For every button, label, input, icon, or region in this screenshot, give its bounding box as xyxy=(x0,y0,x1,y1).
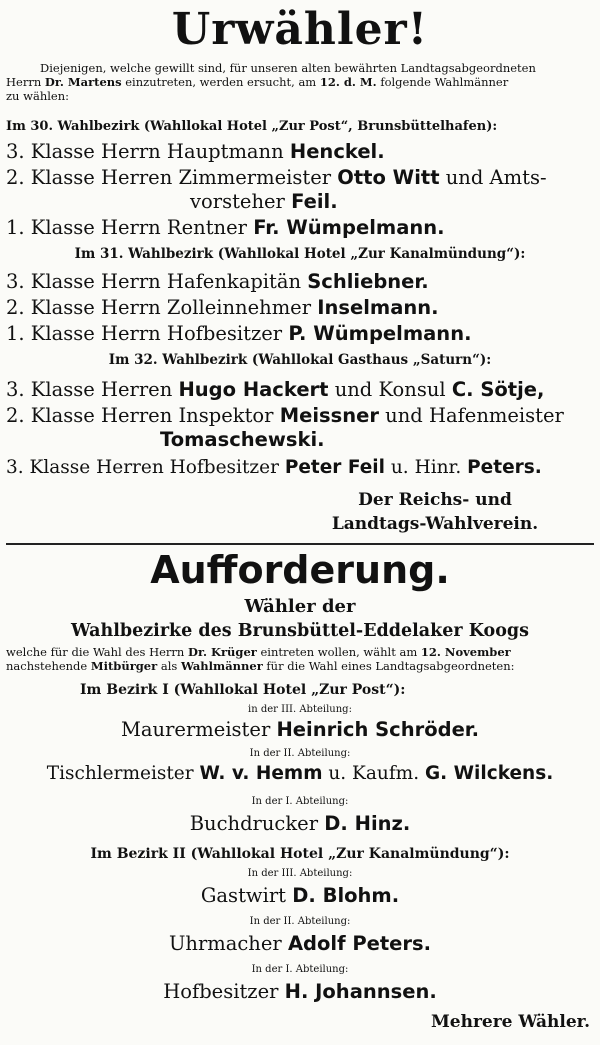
bezirk-2-elector-2 xyxy=(0,932,600,955)
title-text: vorsteher xyxy=(190,190,285,213)
elector-name: G. Wilckens. xyxy=(424,763,554,784)
bezirk-2-division-3: In der III. Abteilung: xyxy=(247,868,353,879)
bezirk-1-division-3: in der III. Abteilung: xyxy=(248,704,352,715)
profession: Tischlermeister xyxy=(46,763,194,784)
intro-text-bold: Wahlmänner xyxy=(180,659,263,673)
district-31-heading: Im 31. Wahlbezirk (Wahllokal Hotel „Zur Kanalmündung“): xyxy=(74,246,526,262)
elector-name: Hugo Hackert xyxy=(178,378,329,401)
profession: Gastwirt xyxy=(200,884,286,907)
district-30-row-2 xyxy=(6,166,600,189)
intro-text: welche für die Wahl des Herrn xyxy=(6,645,185,659)
class-label: 3. Klasse Herrn Hafenkapitän xyxy=(6,270,302,293)
profession: Maurermeister xyxy=(120,718,271,741)
signature-line: Der Reichs- und xyxy=(358,490,512,510)
intro-text: folgende Wahlmänner xyxy=(380,75,509,89)
class-label: 1. Klasse Herrn Rentner xyxy=(6,216,247,239)
elector-name: Schliebner. xyxy=(307,270,429,293)
district-30-row-3 xyxy=(190,190,338,213)
class-label: 3. Klasse Herrn Hauptmann xyxy=(6,140,284,163)
intro-text-bold: Mitbürger xyxy=(90,659,158,673)
class-label: 2. Klasse Herrn Zolleinnehmer xyxy=(6,296,312,319)
notice2-title xyxy=(0,548,600,592)
bezirk-2-division-1: In der I. Abteilung: xyxy=(251,964,349,975)
bezirk-2-heading: Im Bezirk II (Wahllokal Hotel „Zur Kanalmündung“): xyxy=(90,846,510,862)
elector-name: D. Hinz. xyxy=(324,812,411,835)
district-31-row-1 xyxy=(6,270,600,293)
intro-line-2 xyxy=(6,76,600,89)
connector-text: u. Kaufm. xyxy=(328,763,420,784)
bezirk-1-division-1: In der I. Abteilung: xyxy=(251,796,349,807)
district-31-row-3 xyxy=(6,322,600,345)
bezirk-1-division-2: In der II. Abteilung: xyxy=(249,748,351,759)
elector-name: Heinrich Schröder. xyxy=(276,718,480,741)
intro-line-3: zu wählen: xyxy=(6,89,69,103)
elector-name: Peters. xyxy=(467,457,542,478)
divider-rule xyxy=(6,543,594,545)
class-label: 2. Klasse Herren Inspektor xyxy=(6,404,274,427)
bezirk-1-elector-1 xyxy=(0,812,600,835)
title-urwaehler: Urwähler! xyxy=(171,4,429,55)
elector-name: Henckel. xyxy=(289,140,385,163)
elector-name: C. Sötje, xyxy=(451,378,545,401)
intro-text: einzutreten, werden ersucht, am xyxy=(125,75,317,89)
district-32-row-3 xyxy=(160,428,325,451)
intro-text: eintreten wollen, wählt am xyxy=(260,645,418,659)
signature-block-1 xyxy=(300,488,570,536)
intro-text: für die Wahl eines Landtagsabgeordneten: xyxy=(266,659,515,673)
candidate-name: Dr. Martens xyxy=(44,75,122,89)
election-date: 12. November xyxy=(420,645,511,659)
connector-text: u. Hinr. xyxy=(390,457,462,478)
district-30-row-1 xyxy=(6,140,600,163)
bezirk-2-elector-3 xyxy=(0,884,600,907)
district-32-row-2 xyxy=(6,404,600,427)
class-label: 2. Klasse Herren Zimmermeister xyxy=(6,166,332,189)
connector-text: und Amts- xyxy=(445,166,547,189)
elector-name: Peter Feil xyxy=(284,457,385,478)
intro-line-1: Diejenigen, welche gewillt sind, für unseren alten bewährten Landtagsabgeordneten xyxy=(40,61,536,75)
bezirk-1-elector-3 xyxy=(0,718,600,741)
signature-block-2: Mehrere Wähler. xyxy=(430,1012,590,1032)
profession: Buchdrucker xyxy=(189,812,319,835)
district-31-row-2 xyxy=(6,296,600,319)
connector-text: und Hafenmeister xyxy=(385,404,564,427)
connector-text: und Konsul xyxy=(334,378,446,401)
district-32-heading: Im 32. Wahlbezirk (Wahllokal Gasthaus „Saturn“): xyxy=(108,352,492,368)
elector-name: P. Wümpelmann. xyxy=(288,322,472,345)
candidate-name: Dr. Krüger xyxy=(188,645,257,659)
bezirk-1-heading: Im Bezirk I (Wahllokal Hotel „Zur Post“): xyxy=(80,682,406,698)
class-label: 3. Klasse Herren xyxy=(6,378,173,401)
elector-name: Adolf Peters. xyxy=(287,932,432,955)
notice2-intro-line-2 xyxy=(6,660,600,673)
profession: Uhrmacher xyxy=(168,932,282,955)
elector-name: Feil. xyxy=(291,190,338,213)
district-30-row-4 xyxy=(6,216,600,239)
notice2-intro-line-1 xyxy=(6,646,600,659)
profession: Hofbesitzer xyxy=(163,980,279,1003)
elector-name: Fr. Wümpelmann. xyxy=(253,216,445,239)
intro-text: nachstehende xyxy=(6,659,88,673)
intro-text: Herrn xyxy=(6,75,42,89)
election-date: 12. d. M. xyxy=(319,75,377,89)
district-32-row-1 xyxy=(6,378,600,401)
notice-title xyxy=(0,6,600,54)
class-label: 3. Klasse Herren Hofbesitzer xyxy=(6,457,279,478)
intro-text: als xyxy=(160,659,178,673)
notice2-subtitle-1: Wähler der xyxy=(244,596,356,617)
title-aufforderung: Aufforderung. xyxy=(150,548,450,592)
elector-name: Tomaschewski. xyxy=(160,428,325,451)
class-label: 1. Klasse Herrn Hofbesitzer xyxy=(6,322,283,345)
elector-name: Otto Witt xyxy=(337,166,440,189)
elector-name: D. Blohm. xyxy=(292,884,400,907)
notice2-subtitle-2: Wahlbezirke des Brunsbüttel-Eddelaker Koogs xyxy=(71,621,529,641)
district-30-heading: Im 30. Wahlbezirk (Wahllokal Hotel „Zur Post“, Brunsbüttelhafen): xyxy=(6,119,498,134)
signature-line: Landtags-Wahlverein. xyxy=(331,514,539,534)
bezirk-2-division-2: In der II. Abteilung: xyxy=(249,916,351,927)
elector-name: Meissner xyxy=(279,404,379,427)
elector-name: H. Johannsen. xyxy=(284,980,437,1003)
elector-name: W. v. Hemm xyxy=(199,763,323,784)
bezirk-2-elector-1 xyxy=(0,980,600,1003)
bezirk-1-elector-2 xyxy=(0,762,600,785)
district-32-row-4 xyxy=(6,456,600,479)
elector-name: Inselmann. xyxy=(317,296,439,319)
